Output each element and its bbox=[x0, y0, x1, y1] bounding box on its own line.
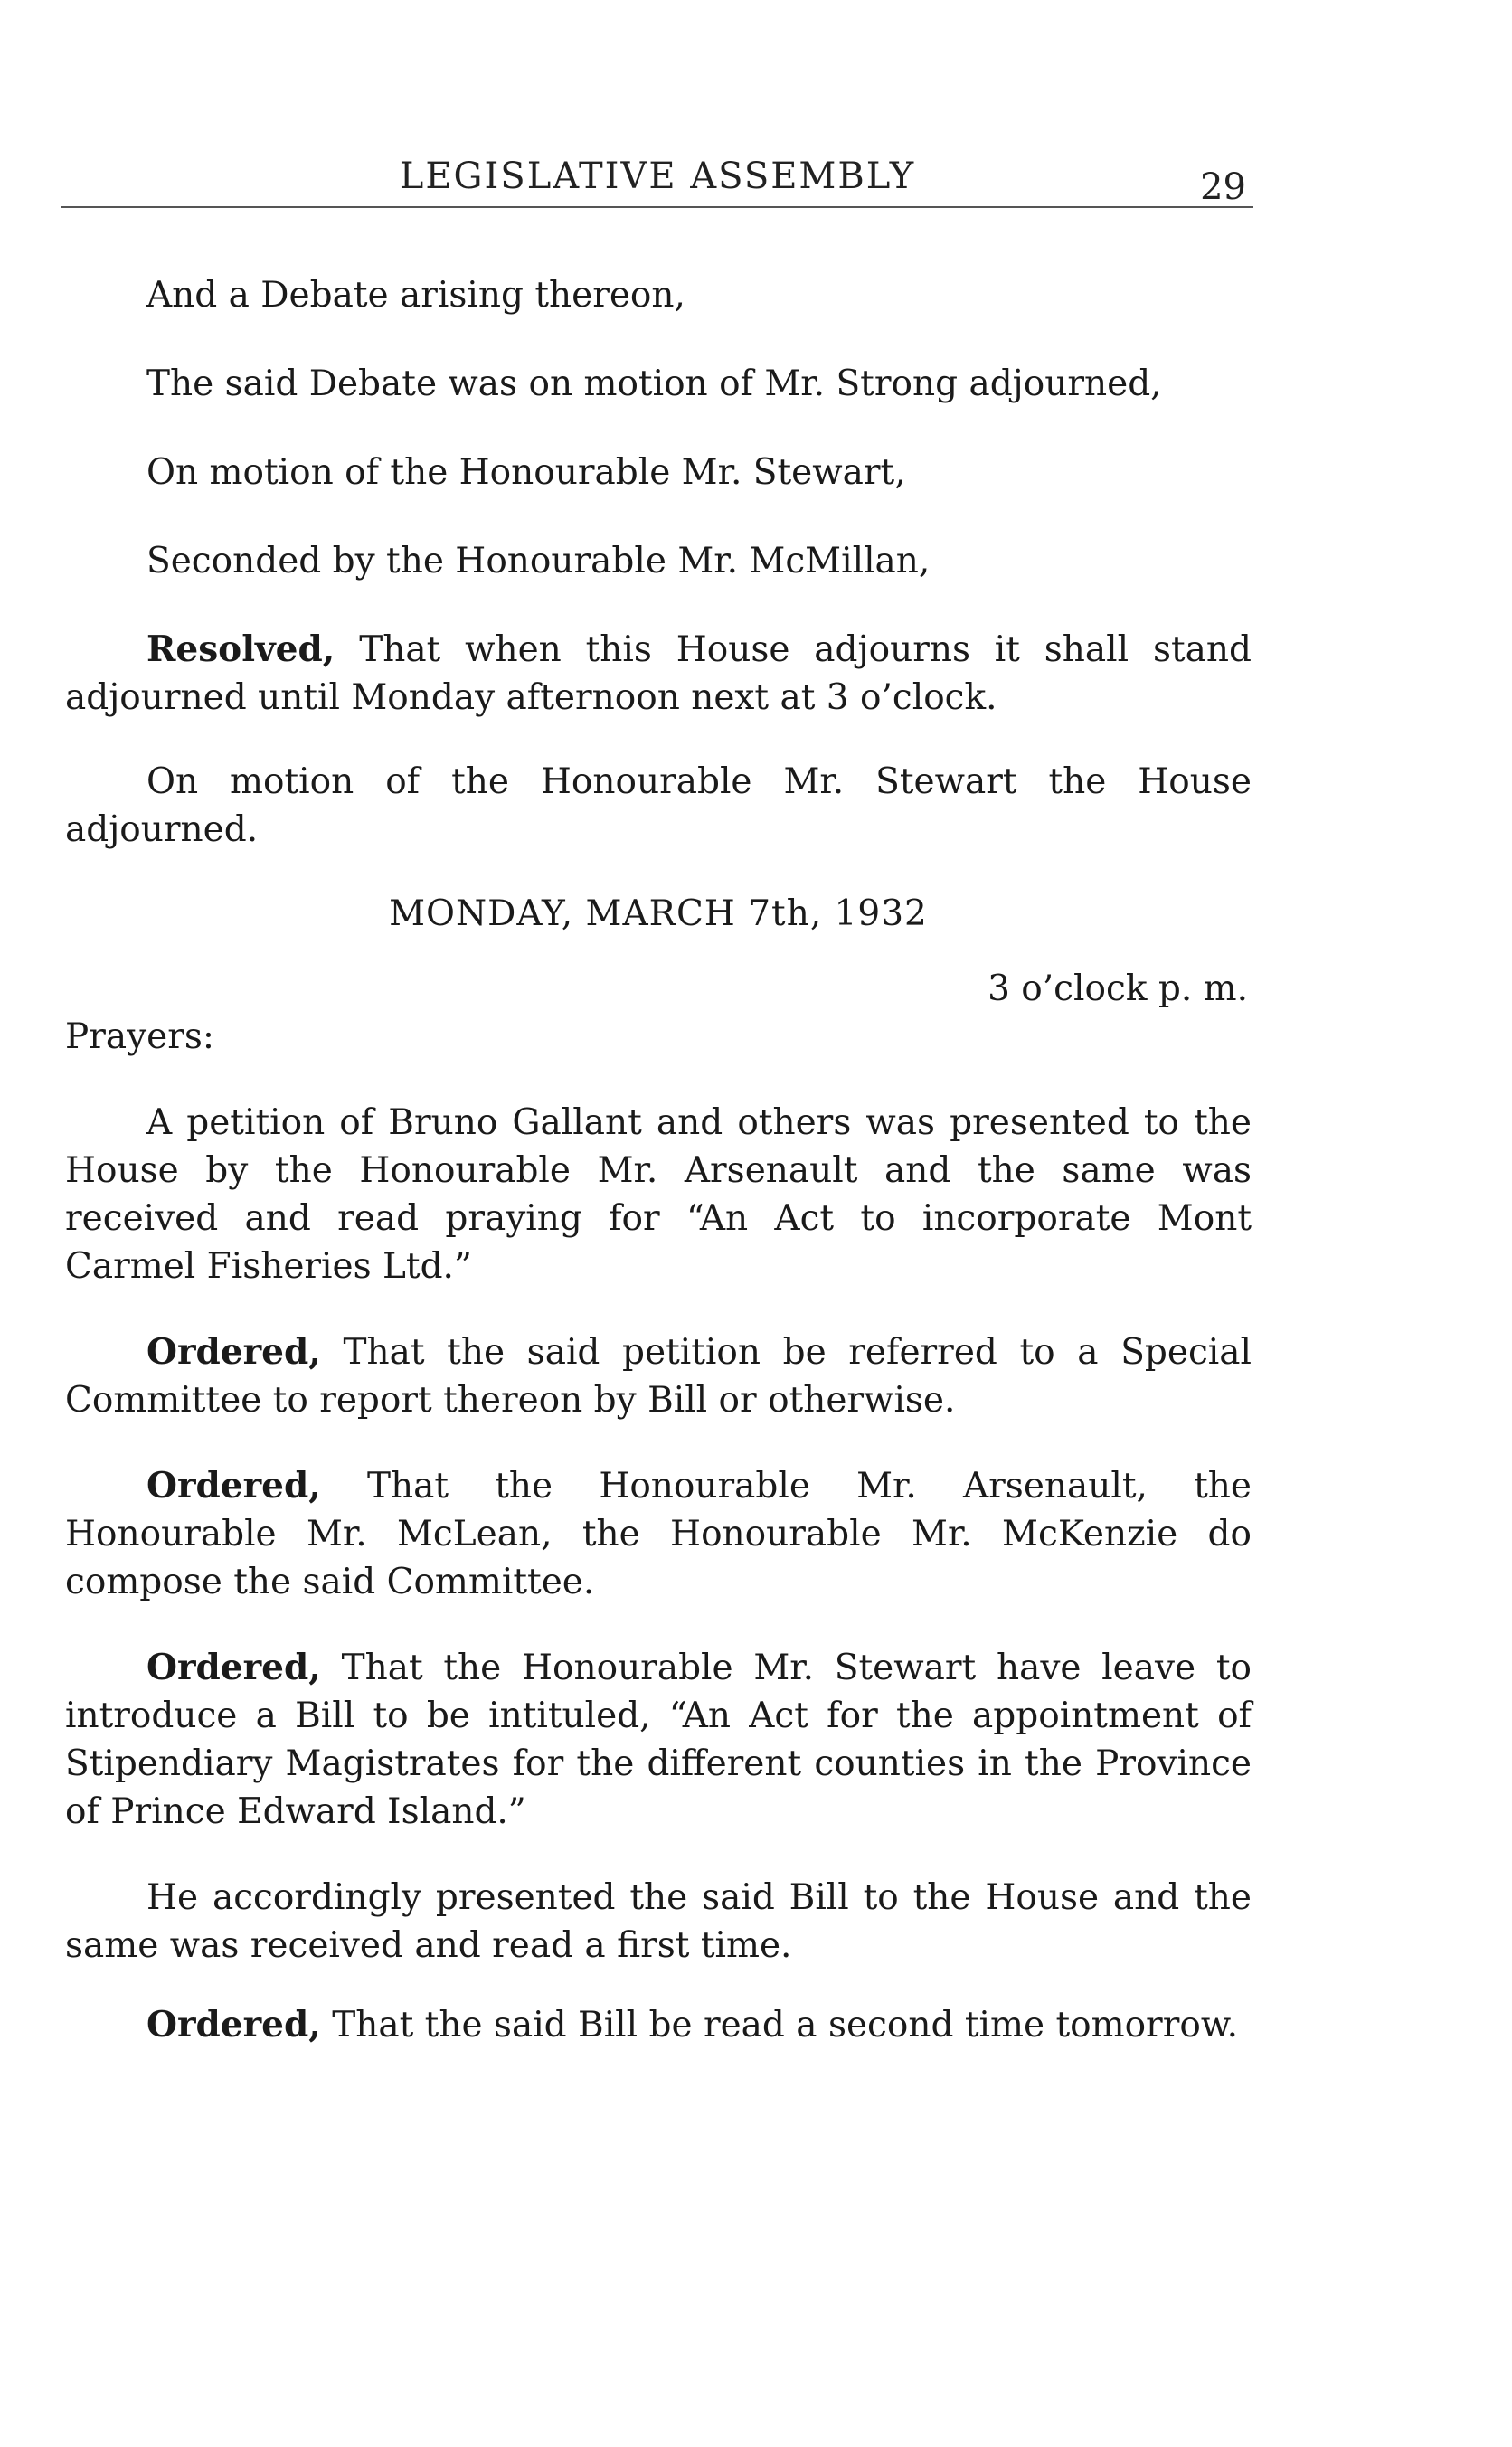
ordered-label: Ordered, bbox=[146, 1465, 321, 1507]
paragraph-resolved bbox=[65, 626, 1252, 722]
paragraph-ordered-committee bbox=[65, 1462, 1252, 1606]
ordered-label: Ordered, bbox=[146, 2004, 321, 2045]
paragraph-text: That the Honourable Mr. Arsenault, the Honourable Mr. McLean, the Honourable Mr. McKenzie do compose the said Committee. bbox=[65, 1466, 1252, 1602]
paragraph-text: On motion of the Honourable Mr. Stewart, bbox=[146, 452, 906, 493]
paragraph-ordered-referred bbox=[65, 1328, 1252, 1424]
ordered-label: Ordered, bbox=[146, 1331, 321, 1373]
paragraph-text: He accordingly presented the said Bill to the House and the same was received and read a first time. bbox=[65, 1877, 1252, 1966]
date-heading: MONDAY, MARCH 7th, 1932 bbox=[389, 893, 928, 934]
page-body bbox=[65, 271, 1252, 2049]
paragraph-text: On motion of the Honourable Mr. Stewart the House adjourned. bbox=[65, 761, 1252, 850]
resolved-label: Resolved, bbox=[146, 628, 335, 670]
paragraph-ordered-leave bbox=[65, 1644, 1252, 1836]
paragraph-petition bbox=[65, 1099, 1252, 1290]
paragraph-text: A petition of Bruno Gallant and others was presented to the House by the Honourable Mr. Arsenault and the same was received and read praying for “An Act to incorporate Mont Carmel Fisheries Ltd.” bbox=[65, 1102, 1252, 1287]
prayers-label: Prayers: bbox=[65, 1016, 215, 1057]
paragraph-seconded bbox=[65, 537, 1252, 585]
paragraph-text: That the said petition be referred to a Special Committee to report thereon by Bill or otherwise. bbox=[65, 1332, 1252, 1421]
header-rule bbox=[61, 206, 1253, 208]
paragraph-text: That when this House adjourns it shall stand adjourned until Monday afternoon next at 3 o’clock. bbox=[65, 629, 1252, 718]
paragraph-house-adjourned bbox=[65, 758, 1252, 854]
sitting-time: 3 o’clock p. m. bbox=[988, 968, 1248, 1009]
paragraph-text: And a Debate arising thereon, bbox=[146, 275, 685, 316]
paragraph-text: That the Honourable Mr. Stewart have leave to introduce a Bill to be intituled, “An Act for the appointment of Stipendiary Magistrates for the different counties in the Province of Prince Edward Island.” bbox=[65, 1648, 1252, 1832]
page-number: 29 bbox=[1200, 166, 1246, 208]
header-title: LEGISLATIVE ASSEMBLY bbox=[399, 156, 916, 197]
paragraph-text: Seconded by the Honourable Mr. McMillan, bbox=[146, 541, 931, 581]
paragraph-ordered-second-reading bbox=[65, 2001, 1252, 2049]
paragraph-bill-presented bbox=[65, 1874, 1252, 1970]
paragraph-text: That the said Bill be read a second time tomorrow. bbox=[332, 2005, 1238, 2045]
paragraph-text: The said Debate was on motion of Mr. Strong adjourned, bbox=[146, 364, 1162, 404]
paragraph-debate-arising bbox=[65, 271, 1252, 319]
paragraph-motion bbox=[65, 449, 1252, 496]
running-header bbox=[61, 154, 1253, 212]
ordered-label: Ordered, bbox=[146, 1647, 321, 1688]
paragraph-debate-adjourned bbox=[65, 360, 1252, 408]
